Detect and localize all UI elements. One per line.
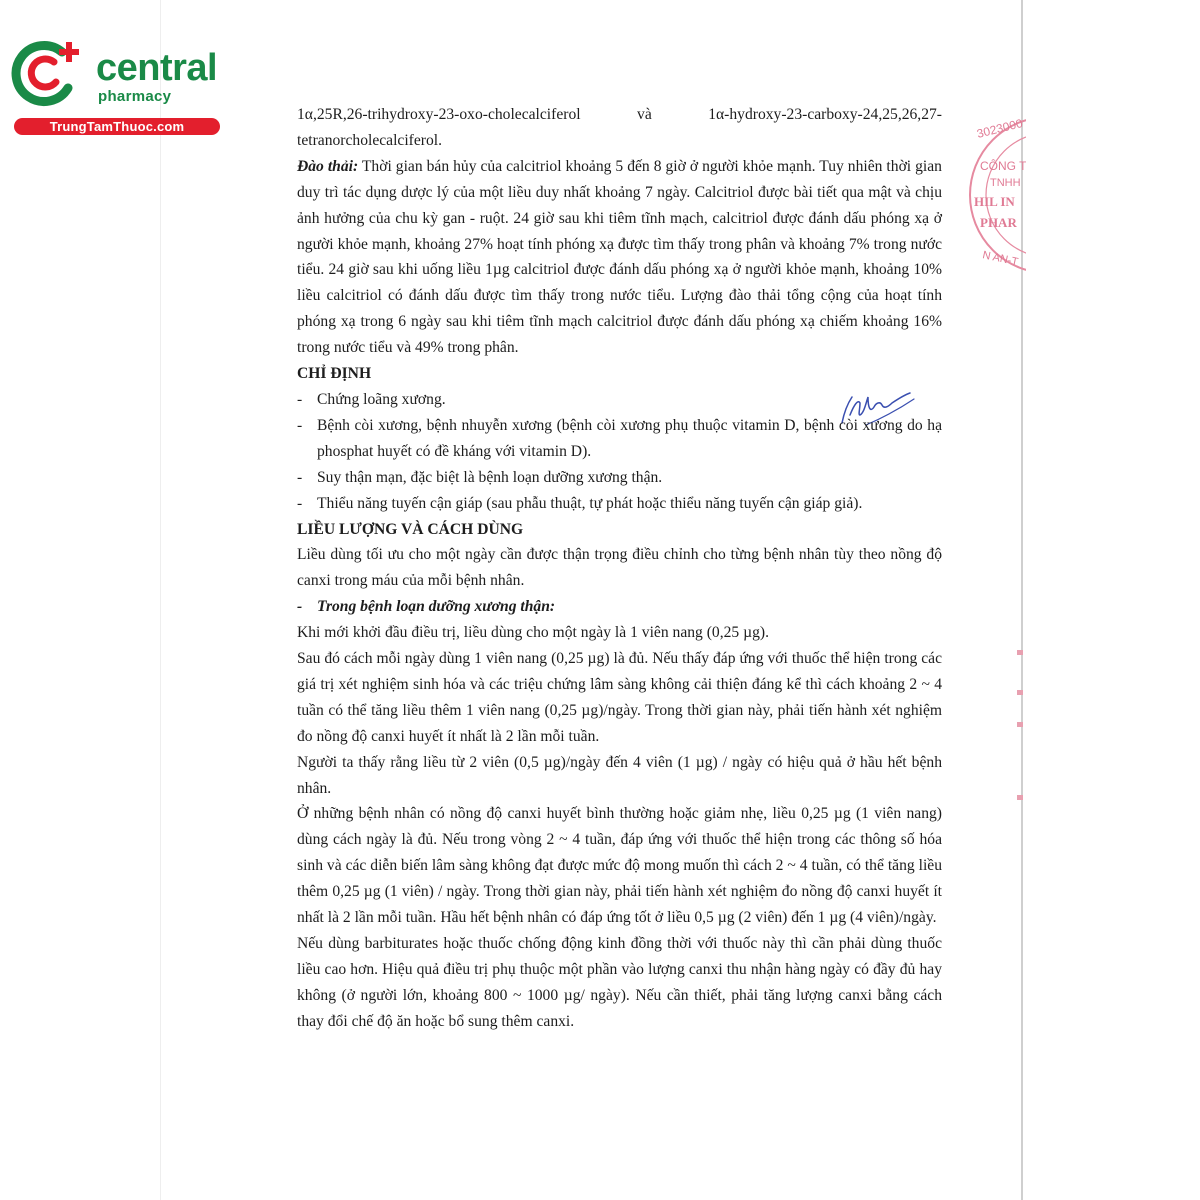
stamp-line-3: TNHH: [990, 177, 1021, 189]
dosage-paragraph: Nếu dùng barbiturates hoặc thuốc chống động kinh đồng thời với thuốc này thì cần phải dùng thuốc liều cao hơn. Hiệu quả điều trị phụ thuộc một phần vào lượng canxi thu nhận hàng ngày có đầy đủ hay không (ở người lớn, khoảng 800 ~ 1000 µg/ ngày). Nếu cần thiết, phải tăng lượng canxi bằng cách thay đổi chế độ ăn hoặc bổ sung thêm canxi.: [297, 935, 942, 1030]
indication-item: - Suy thận mạn, đặc biệt là bệnh loạn dưỡng xương thận.: [297, 465, 942, 491]
intro-line-1: [297, 102, 942, 128]
dosage-paragraph: Người ta thấy rằng liều từ 2 viên (0,5 µg)/ngày đến 4 viên (1 µg) / ngày có hiệu quả ở hầu hết bệnh nhân.: [297, 753, 942, 797]
edge-mark: [1017, 690, 1023, 695]
stamp-line-5: PHAR: [980, 215, 1017, 230]
indication-item: - Chứng loãng xương.: [297, 387, 942, 413]
stamp-line-6: N AN-T: [981, 249, 1020, 269]
stamp-line-2: CÔNG T: [980, 159, 1026, 173]
company-stamp: [968, 110, 1026, 280]
dosage-paragraph: Khi mới khởi đầu điều trị, liều dùng cho một ngày là 1 viên nang (0,25 µg).: [297, 624, 769, 642]
elimination-paragraph: [297, 154, 942, 361]
central-pharmacy-logo[interactable]: [10, 38, 218, 138]
edge-mark: [1017, 722, 1023, 727]
stamp-line-4: HIL IN: [974, 194, 1015, 209]
intro-line-2: tetranorcholecalciferol.: [297, 131, 443, 149]
dosage-paragraph: Sau đó cách mỗi ngày dùng 1 viên nang (0,25 µg) là đủ. Nếu thấy đáp ứng với thuốc thể hiện trong các giá trị xét nghiệm sinh hóa và các triệu chứng lâm sàng không cải thiện đáng kể thì cách khoảng 2 ~ 4 tuần có thể tăng liều thêm 1 viên nang (0,25 µg)/ngày. Trong thời gian này, phải tiến hành xét nghiệm đo nồng độ canxi huyết ít nhất là 2 lần mỗi tuần.: [297, 650, 942, 745]
dosage-heading: LIỀU LƯỢNG VÀ CÁCH DÙNG: [297, 520, 524, 538]
stamp-line-1: 3023000: [975, 116, 1025, 141]
conjunction: và: [637, 106, 652, 123]
left-page-edge: [160, 0, 161, 1200]
metabolite-1: 1α,25R,26-trihydroxy-23-oxo-cholecalciferol: [297, 106, 581, 123]
logo-name: central: [96, 47, 218, 89]
logo-subtitle: pharmacy: [98, 88, 172, 105]
indication-item: - Bệnh còi xương, bệnh nhuyễn xương (bệnh còi xương phụ thuộc vitamin D, bệnh còi xương do hạ phosphat huyết có đề kháng với vitamin D).: [297, 413, 942, 465]
dosage-intro: Liều dùng tối ưu cho một ngày cần được thận trọng điều chỉnh cho từng bệnh nhân tùy theo nồng độ canxi trong máu của mỗi bệnh nhân.: [297, 546, 942, 590]
edge-mark: [1017, 795, 1023, 800]
elimination-label: Đào thải:: [297, 157, 359, 175]
document-body: [297, 102, 942, 1035]
indications-heading: CHỈ ĐỊNH: [297, 365, 372, 383]
metabolite-2: 1α-hydroxy-23-carboxy-24,25,26,27-: [708, 106, 942, 123]
dosage-paragraph: Ở những bệnh nhân có nồng độ canxi huyết bình thường hoặc giảm nhẹ, liều 0,25 µg (1 viên nang) dùng cách ngày là đủ. Nếu trong vòng 2 ~ 4 tuần, đáp ứng với thuốc thể hiện trong các thông số hóa sinh và các diễn biến lâm sàng không đạt được mức độ mong muốn thì cách 2 ~ 4 tuần, có thể tăng liều thêm 0,25 µg (1 viên) / ngày. Trong thời gian này, phải tiến hành xét nghiệm đo nồng độ canxi huyết ít nhất là 2 lần mỗi tuần. Hầu hết bệnh nhân có đáp ứng tốt ở liều 0,5 µg (2 viên) đến 1 µg (4 viên)/ngày.: [297, 805, 942, 927]
renal-osteodystrophy-subheading: - Trong bệnh loạn dưỡng xương thận:: [297, 594, 942, 620]
elimination-text: Thời gian bán hủy của calcitriol khoảng 5 đến 8 giờ ở người khỏe mạnh. Tuy nhiên thời gian duy trì tác dụng dược lý của một liều duy nhất khoảng 7 ngày. Calcitriol được bài tiết qua mật và chịu ảnh hưởng của chu kỳ gan - ruột. 24 giờ sau khi tiêm tĩnh mạch, calcitriol được đánh dấu phóng xạ ở người khỏe mạnh, khoảng 27% hoạt tính phóng xạ được tìm thấy trong phân và khoảng 7% trong nước tiểu. 24 giờ sau khi uống liều 1µg calcitriol được đánh dấu phóng xạ ở người khỏe mạnh, khoảng 10% liều calcitriol có đánh dấu được tìm thấy trong nước tiểu. Lượng đào thải tổng cộng của hoạt tính phóng xạ trong 6 ngày sau khi tiêm tĩnh mạch calcitriol được đánh dấu phóng xạ chiếm khoảng 16% trong nước tiểu và 49% trong phân.: [297, 157, 942, 357]
pharmacy-cross-logo-icon: [10, 38, 90, 108]
edge-mark: [1017, 650, 1023, 655]
logo-website: TrungTamThuoc.com: [14, 118, 220, 135]
indication-item: - Thiểu năng tuyến cận giáp (sau phẫu thuật, tự phát hoặc thiểu năng tuyến cận giáp giả).: [297, 491, 942, 517]
